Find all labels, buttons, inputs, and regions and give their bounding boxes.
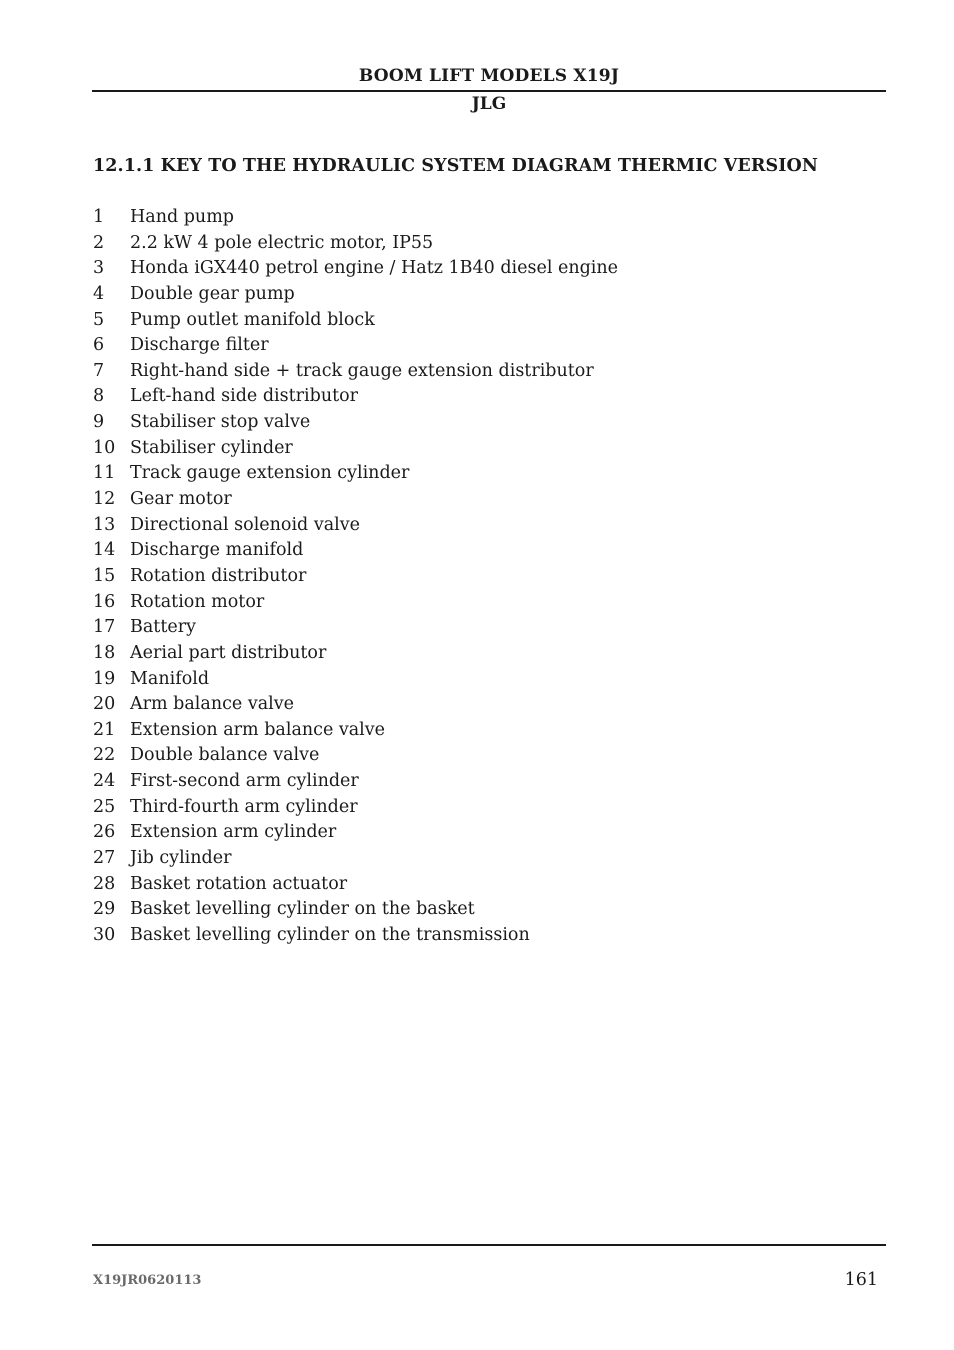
item-description: Manifold bbox=[130, 668, 210, 689]
list-item bbox=[93, 513, 618, 539]
item-description: Basket levelling cylinder on the transmission bbox=[130, 924, 530, 945]
item-description: Hand pump bbox=[130, 207, 235, 227]
item-number: 12 bbox=[93, 489, 116, 510]
list-item bbox=[93, 846, 618, 872]
item-description: Rotation motor bbox=[130, 591, 265, 612]
list-item bbox=[93, 205, 618, 231]
item-description: Arm balance valve bbox=[130, 694, 294, 715]
item-description: Extension arm cylinder bbox=[130, 822, 337, 843]
list-item bbox=[93, 769, 618, 795]
item-number: 18 bbox=[93, 642, 116, 663]
page-number: 161 bbox=[844, 1270, 878, 1290]
list-item bbox=[93, 923, 618, 949]
item-number: 11 bbox=[93, 463, 116, 484]
item-number: 20 bbox=[93, 694, 116, 715]
item-description: Stabiliser stop valve bbox=[130, 412, 311, 433]
item-number: 13 bbox=[93, 514, 116, 535]
list-item bbox=[93, 333, 618, 359]
item-description: Battery bbox=[130, 617, 196, 638]
list-item bbox=[93, 359, 618, 385]
document-code: X19JR0620113 bbox=[93, 1273, 202, 1288]
list-item bbox=[93, 872, 618, 898]
list-item bbox=[93, 410, 618, 436]
item-description: Aerial part distributor bbox=[130, 642, 327, 663]
item-description: Stabiliser cylinder bbox=[130, 437, 293, 458]
item-number: 29 bbox=[93, 899, 116, 920]
item-number: 6 bbox=[93, 335, 105, 356]
item-description: Discharge filter bbox=[130, 335, 269, 356]
list-item bbox=[93, 461, 618, 487]
item-number: 7 bbox=[93, 360, 105, 381]
item-description: Track gauge extension cylinder bbox=[130, 463, 410, 484]
list-item bbox=[93, 231, 618, 257]
item-number: 26 bbox=[93, 822, 116, 843]
item-number: 24 bbox=[93, 771, 116, 792]
list-item bbox=[93, 718, 618, 744]
item-description: Honda iGX440 petrol engine / Hatz 1B40 diesel engine bbox=[130, 258, 619, 279]
list-item bbox=[93, 590, 618, 616]
item-number: 10 bbox=[93, 437, 116, 458]
item-description: Rotation distributor bbox=[130, 565, 307, 586]
item-description: Discharge manifold bbox=[130, 540, 304, 561]
item-number: 2 bbox=[93, 232, 105, 253]
footer-divider bbox=[92, 1244, 886, 1246]
item-number: 5 bbox=[93, 309, 105, 330]
item-description: Directional solenoid valve bbox=[130, 514, 360, 535]
item-description: Right-hand side + track gauge extension distributor bbox=[130, 360, 594, 381]
list-item bbox=[93, 641, 618, 667]
item-number: 14 bbox=[93, 540, 116, 561]
hydraulic-key-list bbox=[93, 205, 618, 949]
item-description: Jib cylinder bbox=[130, 848, 232, 869]
list-item bbox=[93, 487, 618, 513]
item-number: 8 bbox=[93, 386, 105, 407]
document-header-title: BOOM LIFT MODELS X19J bbox=[358, 66, 620, 86]
item-number: 3 bbox=[93, 258, 105, 279]
item-description: Gear motor bbox=[130, 489, 232, 510]
document-header-brand: JLG bbox=[471, 94, 507, 114]
item-number: 25 bbox=[93, 796, 116, 817]
list-item bbox=[93, 820, 618, 846]
item-number: 28 bbox=[93, 873, 116, 894]
header-divider bbox=[92, 90, 886, 92]
item-number: 22 bbox=[93, 745, 116, 766]
list-item bbox=[93, 308, 618, 334]
item-description: 2.2 kW 4 pole electric motor, IP55 bbox=[130, 232, 434, 253]
list-item bbox=[93, 615, 618, 641]
item-number: 27 bbox=[93, 848, 116, 869]
item-description: Basket levelling cylinder on the basket bbox=[130, 899, 475, 920]
list-item bbox=[93, 795, 618, 821]
list-item bbox=[93, 564, 618, 590]
item-number: 30 bbox=[93, 924, 116, 945]
item-number: 17 bbox=[93, 617, 116, 638]
item-description: Double gear pump bbox=[130, 283, 295, 304]
list-item bbox=[93, 538, 618, 564]
item-description: First-second arm cylinder bbox=[130, 771, 359, 792]
list-item bbox=[93, 743, 618, 769]
item-number: 9 bbox=[93, 412, 105, 433]
list-item bbox=[93, 897, 618, 923]
section-title: 12.1.1 KEY TO THE HYDRAULIC SYSTEM DIAGRAM THERMIC VERSION bbox=[93, 156, 818, 176]
item-number: 16 bbox=[93, 591, 116, 612]
list-item bbox=[93, 667, 618, 693]
item-number: 19 bbox=[93, 668, 116, 689]
item-number: 21 bbox=[93, 719, 116, 740]
item-description: Extension arm balance valve bbox=[130, 719, 386, 740]
item-number: 4 bbox=[93, 283, 105, 304]
item-description: Left-hand side distributor bbox=[130, 386, 359, 407]
list-item bbox=[93, 692, 618, 718]
item-description: Pump outlet manifold block bbox=[130, 309, 375, 330]
item-description: Third-fourth arm cylinder bbox=[130, 796, 358, 817]
item-description: Double balance valve bbox=[130, 745, 320, 766]
item-description: Basket rotation actuator bbox=[130, 873, 348, 894]
item-number: 15 bbox=[93, 565, 116, 586]
list-item bbox=[93, 256, 618, 282]
list-item bbox=[93, 436, 618, 462]
item-number: 1 bbox=[93, 207, 105, 227]
list-item bbox=[93, 384, 618, 410]
list-item bbox=[93, 282, 618, 308]
